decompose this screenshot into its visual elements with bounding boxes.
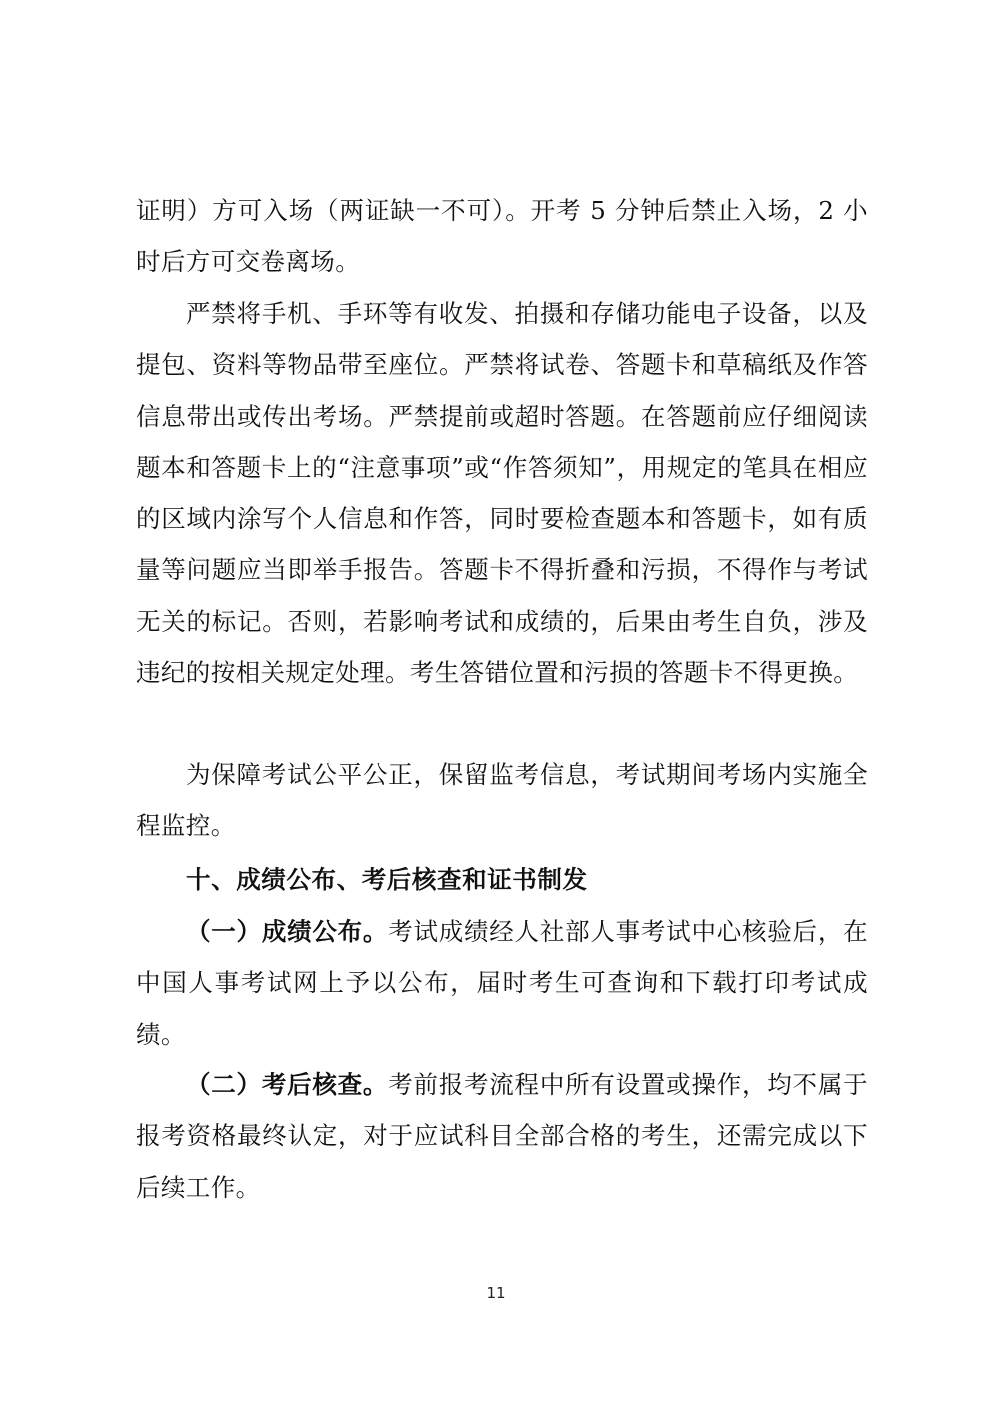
- section-heading: 十、成绩公布、考后核查和证书制发: [186, 865, 588, 894]
- paragraph-monitoring: 为保障考试公平公正，保留监考信息，考试期间考场内实施全程监控。: [136, 760, 868, 841]
- page-number: 11: [486, 1284, 506, 1302]
- paragraph-prohibited-items: 严禁将手机、手环等有收发、拍摄和存储功能电子设备，以及提包、资料等物品带至座位。严禁将试卷、答题卡和草稿纸及作答信息带出或传出考场。严禁提前或超时答题。在答题前应仔细阅读题本和答题卡上的“注意事项”或“作答须知”，用规定的笔具在相应的区域内涂写个人信息和作答，同时要检查题本和答题卡，如有质量等问题应当即举手报告。答题卡不得折叠和污损，不得作与考试无关的标记。否则，若影响考试和成绩的，后果由考生自负，涉及违纪的按相关规定处理。考生答错位置和污损的答题卡不得更换。: [136, 299, 868, 688]
- score-publish-text: 考试成绩经人社部人事考试中心核验后，在中国人事考试网上予以公布，届时考生可查询和下载打印考试成绩。: [136, 917, 868, 1049]
- post-exam-check-lead: （二）考后核查。: [186, 1070, 389, 1099]
- post-exam-check-text: 考前报考流程中所有设置或操作，均不属于报考资格最终认定，对于应试科目全部合格的考生，还需完成以下后续工作。: [136, 1070, 868, 1202]
- paragraph-entry-rules: 证明）方可入场（两证缺一不可）。开考 5 分钟后禁止入场，2 小时后方可交卷离场。: [136, 196, 868, 277]
- paragraph-score-publish: [136, 906, 868, 1060]
- score-publish-lead: （一）成绩公布。: [186, 917, 389, 946]
- paragraph-post-exam-check: [136, 1059, 868, 1213]
